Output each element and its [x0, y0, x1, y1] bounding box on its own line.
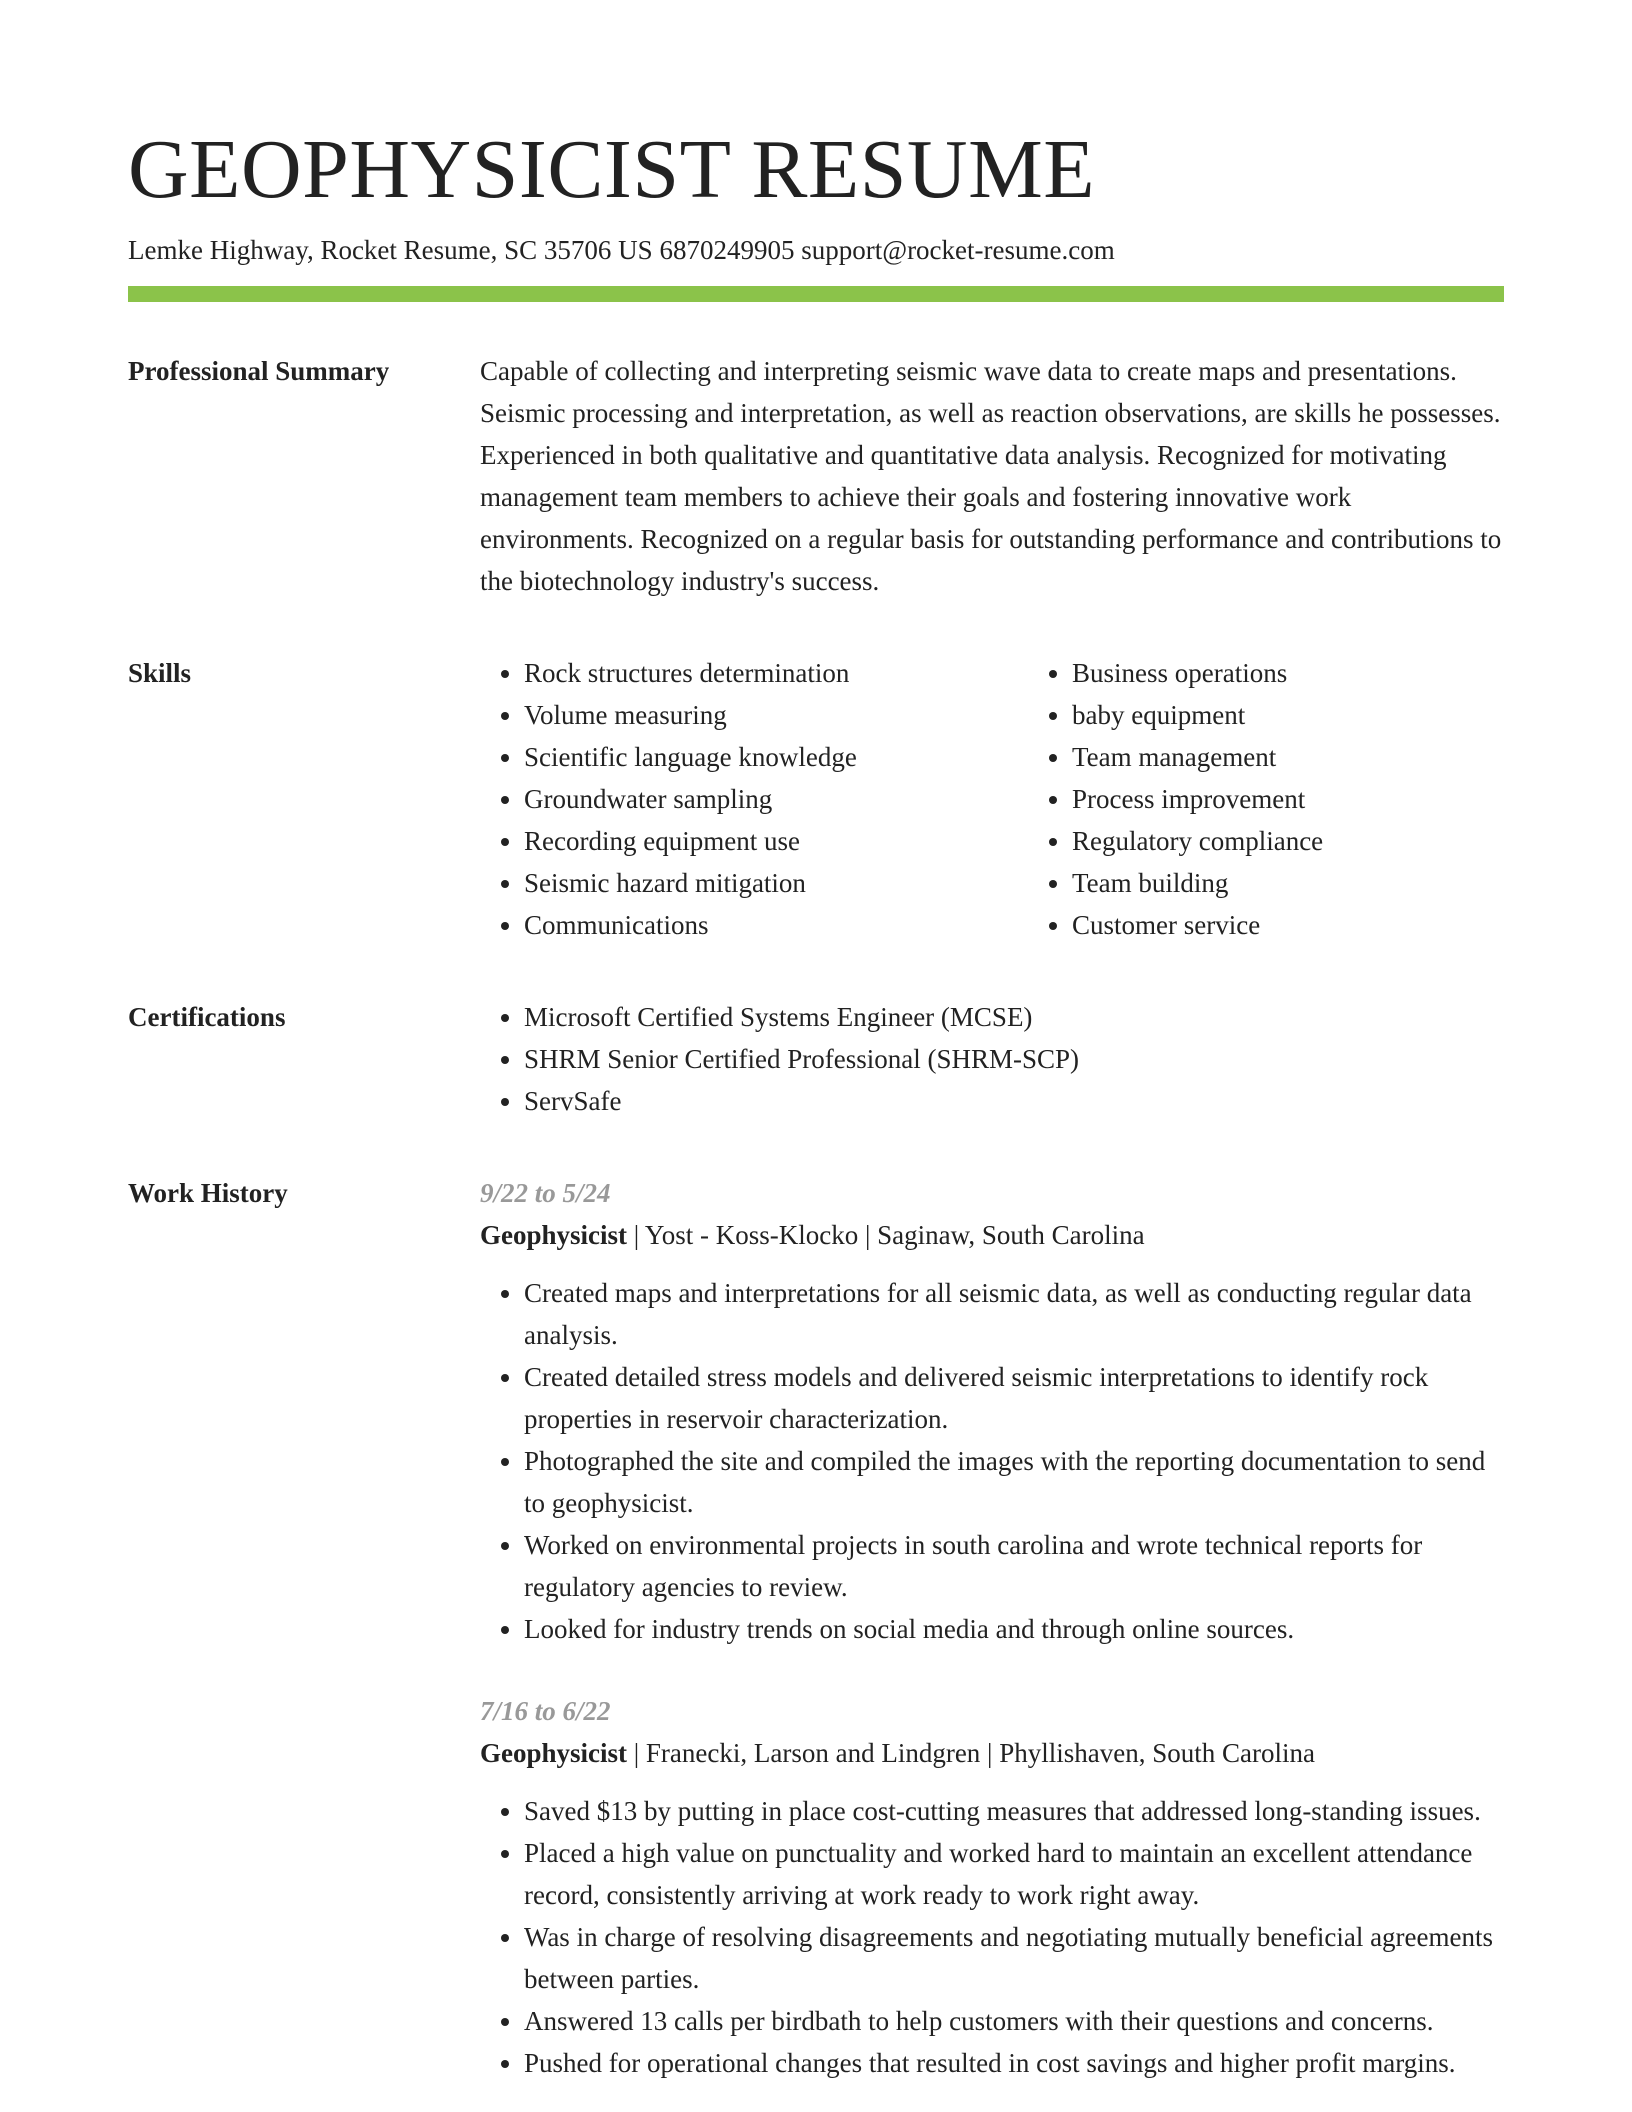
- job-bullets: [480, 1272, 1504, 1650]
- skills-section: [128, 652, 1504, 946]
- job-bullet: • Was in charge of resolving disagreements and negotiating mutually beneficial agreements between parties.: [524, 1916, 1504, 2000]
- certification-item: • ServSafe: [524, 1080, 1504, 1122]
- job-bullet: • Worked on environmental projects in south carolina and wrote technical reports for regulatory agencies to review.: [524, 1524, 1504, 1608]
- job-bullet: • Created maps and interpretations for all seismic data, as well as conducting regular data analysis.: [524, 1272, 1504, 1356]
- contact-address: Lemke Highway, Rocket Resume, SC 35706 US: [128, 235, 653, 265]
- resume-page: [128, 120, 1504, 2084]
- skill-item: • Seismic hazard mitigation: [524, 862, 1028, 904]
- job-bullets: [480, 1790, 1504, 2084]
- job-bullet: • Photographed the site and compiled the images with the reporting documentation to send to geophysicist.: [524, 1440, 1504, 1524]
- job-bullet: • Pushed for operational changes that resulted in cost savings and higher profit margins.: [524, 2042, 1504, 2084]
- contact-email: support@rocket-resume.com: [801, 235, 1115, 265]
- skill-item: • Rock structures determination: [524, 652, 1028, 694]
- skill-item: • Volume measuring: [524, 694, 1028, 736]
- work-history-heading: Work History: [128, 1178, 288, 1208]
- certifications-section: [128, 996, 1504, 1122]
- accent-divider: [128, 286, 1504, 302]
- certifications-heading: Certifications: [128, 1002, 286, 1032]
- certifications-list: [480, 996, 1504, 1122]
- certification-item: • SHRM Senior Certified Professional (SHRM-SCP): [524, 1038, 1504, 1080]
- job-entry: [480, 1690, 1504, 2084]
- skills-list-left: [480, 652, 1028, 946]
- skill-item: • Team building: [1072, 862, 1576, 904]
- job-bullet: • Saved $13 by putting in place cost-cutting measures that addressed long-standing issues.: [524, 1790, 1504, 1832]
- job-title-line: [480, 1732, 1504, 1774]
- skills-list-right: [1028, 652, 1576, 946]
- job-entry: [480, 1172, 1504, 1650]
- skill-item: • Communications: [524, 904, 1028, 946]
- job-title-line: [480, 1214, 1504, 1256]
- job-dates: 9/22 to 5/24: [480, 1178, 611, 1208]
- job-details: | Franecki, Larson and Lindgren | Phyllishaven, South Carolina: [627, 1738, 1315, 1768]
- skill-item: • Team management: [1072, 736, 1576, 778]
- job-bullet: • Created detailed stress models and delivered seismic interpretations to identify rock properties in reservoir characterization.: [524, 1356, 1504, 1440]
- summary-section: [128, 350, 1504, 602]
- skill-item: • Groundwater sampling: [524, 778, 1028, 820]
- skill-item: • Business operations: [1072, 652, 1576, 694]
- skill-item: • Process improvement: [1072, 778, 1576, 820]
- skills-heading: Skills: [128, 658, 192, 688]
- contact-line: [128, 232, 1504, 268]
- contact-phone: 6870249905: [659, 235, 795, 265]
- job-title: Geophysicist: [480, 1738, 628, 1768]
- job-bullet: • Placed a high value on punctuality and worked hard to maintain an excellent attendance record, consistently arriving at work ready to work right away.: [524, 1832, 1504, 1916]
- job-dates: 7/16 to 6/22: [480, 1696, 611, 1726]
- skill-item: • Recording equipment use: [524, 820, 1028, 862]
- job-details: | Yost - Koss-Klocko | Saginaw, South Carolina: [627, 1220, 1145, 1250]
- skill-item: • Scientific language knowledge: [524, 736, 1028, 778]
- skill-item: • Regulatory compliance: [1072, 820, 1576, 862]
- summary-text: Capable of collecting and interpreting seismic wave data to create maps and presentations. Seismic processing and interpretation, as well as reaction observations, are skills he possesses. Experienced in both qualitative and quantitative data analysis. Recognized for motivating management team members to achieve their goals and fostering innovative work environments. Recognized on a regular basis for outstanding performance and contributions to the biotechnology industry's success.: [480, 356, 1502, 596]
- summary-heading: Professional Summary: [128, 356, 390, 386]
- resume-title: GEOPHYSICIST RESUME: [128, 123, 1096, 216]
- job-bullet: • Looked for industry trends on social media and through online sources.: [524, 1608, 1504, 1650]
- job-title: Geophysicist: [480, 1220, 628, 1250]
- skill-item: • baby equipment: [1072, 694, 1576, 736]
- certification-item: • Microsoft Certified Systems Engineer (MCSE): [524, 996, 1504, 1038]
- skill-item: • Customer service: [1072, 904, 1576, 946]
- work-history-section: [128, 1172, 1504, 2084]
- job-bullet: • Answered 13 calls per birdbath to help customers with their questions and concerns.: [524, 2000, 1504, 2042]
